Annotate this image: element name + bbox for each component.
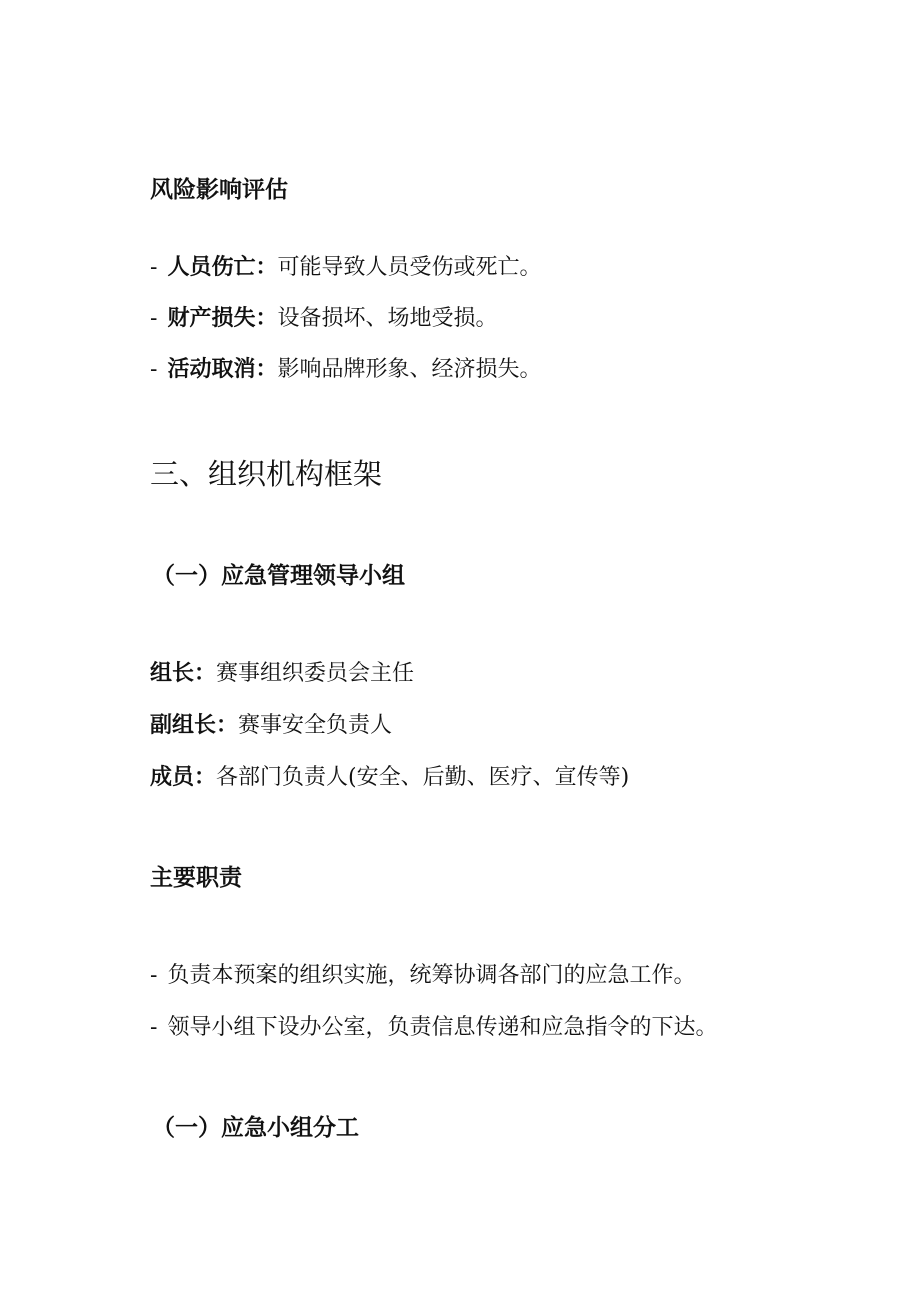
duty-text: 负责本预案的组织实施，统筹协调各部门的应急工作。	[167, 963, 696, 988]
member-deputy-leader	[150, 708, 392, 739]
list-dash: -	[150, 357, 158, 382]
member-text: 赛事组织委员会主任	[216, 661, 415, 686]
member-label: 成员：	[150, 765, 217, 790]
list-dash: -	[150, 255, 158, 280]
subsection-team-division: （一）应急小组分工	[152, 1115, 359, 1141]
list-dash: -	[150, 963, 158, 988]
risk-item-casualties	[150, 250, 541, 281]
risk-label: 活动取消：	[167, 357, 278, 382]
member-text: 各部门负责人(安全、后勤、医疗、宣传等)	[216, 765, 630, 790]
member-members	[150, 760, 629, 791]
risk-item-event-cancel	[150, 352, 541, 383]
list-dash: -	[150, 306, 158, 331]
duty-item	[150, 1010, 717, 1041]
member-leader	[150, 656, 414, 687]
duty-text: 领导小组下设办公室，负责信息传递和应急指令的下达。	[167, 1015, 718, 1040]
risk-label: 人员伤亡：	[167, 255, 278, 280]
risk-text: 设备损坏、场地受损。	[277, 306, 498, 331]
subsection-leadership-group: （一）应急管理领导小组	[152, 563, 405, 589]
member-label: 副组长：	[150, 713, 239, 738]
risk-assessment-heading: 风险影响评估	[150, 177, 288, 203]
risk-item-property-loss	[150, 301, 497, 332]
main-duties-heading: 主要职责	[150, 865, 242, 891]
risk-label: 财产损失：	[167, 306, 278, 331]
section-title-org-structure: 三、组织机构框架	[150, 457, 383, 491]
duty-item	[150, 958, 695, 989]
risk-text: 影响品牌形象、经济损失。	[277, 357, 542, 382]
list-dash: -	[150, 1015, 158, 1040]
member-label: 组长：	[150, 661, 217, 686]
risk-text: 可能导致人员受伤或死亡。	[277, 255, 542, 280]
member-text: 赛事安全负责人	[238, 713, 393, 738]
